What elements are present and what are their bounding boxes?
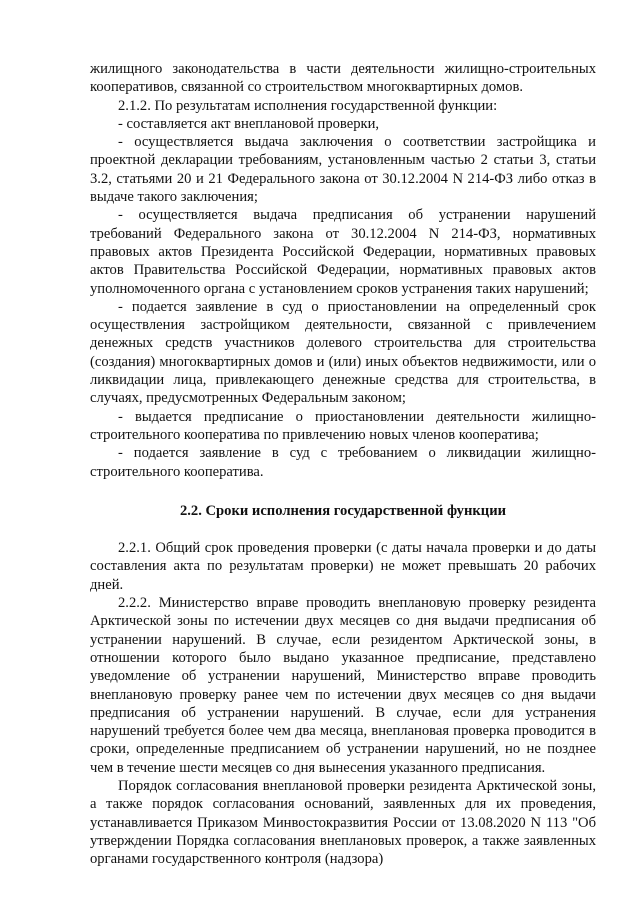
- paragraph: жилищного законодательства в части деятельности жилищно-строительных кооперативов, связанной со строительством многоквартирных домов.: [90, 61, 596, 96]
- list-item: - выдается предписание о приостановлении деятельности жилищно-строительного кооператива по привлечению новых членов кооператива;: [90, 408, 596, 443]
- document-page: [90, 60, 596, 868]
- paragraph: 2.2.2. Министерство вправе проводить внеплановую проверку резидента Арктической зоны по истечении двух месяцев со дня выдачи предписания об устранении нарушений. В случае, если резидентом Арктической зоны, в отношении которого было выдано указанное предписание, представлено уведомление об устранении нарушений, Министерство вправе проводить внеплановую проверку ранее чем по истечении двух месяцев со дня выдачи предписания об устранении нарушений. В случае, если для устранения нарушений требуется более чем два месяца, внеплановая проверка проводится в сроки, определенные предписанием об устранении нарушений, но не позднее чем в течение шести месяцев со дня вынесения указанного предписания.: [90, 595, 596, 776]
- list-item: - подается заявление в суд с требованием о ликвидации жилищно-строительного кооператива.: [90, 445, 596, 480]
- list-item: - подается заявление в суд о приостановлении на определенный срок осуществления застройщиком деятельности, связанной с привлечением денежных средств участников долевого строительства для строительства (создания) многоквартирных домов и (или) иных объектов недвижимости, или о ликвидации лица, привлекающего денежные средства для строительства, в случаях, предусмотренных Федеральным законом;: [90, 298, 596, 407]
- paragraph: 2.1.2. По результатам исполнения государственной функции:: [118, 97, 498, 114]
- paragraph: Порядок согласования внеплановой проверки резидента Арктической зоны, а также порядок согласования оснований, заявленных для их проведения, устанавливается Приказом Минвостокразвития России от 13.08.2020 N 113 "Об утверждении Порядка согласования внеплановых проверок, а также заявленных органами государственного контроля (надзора): [90, 777, 596, 868]
- list-item: - составляется акт внеплановой проверки,: [118, 115, 380, 132]
- section-heading: 2.2. Сроки исполнения государственной функции: [179, 502, 507, 519]
- paragraph: 2.2.1. Общий срок проведения проверки (с даты начала проверки и до даты составления акта по результатам проверки) не может превышать 20 рабочих дней.: [90, 540, 596, 593]
- list-item: - осуществляется выдача предписания об устранении нарушений требований Федерального закона от 30.12.2004 N 214-ФЗ, нормативных правовых актов Президента Российской Федерации, нормативных правовых актов Правительства Российской Федерации, нормативных правовых актов уполномоченного органа с установлением сроков устранения таких нарушений;: [90, 207, 596, 297]
- list-item: - осуществляется выдача заключения о соответствии застройщика и проектной декларации требованиям, установленным частью 2 статьи 3, статьи 3.2, статьями 20 и 21 Федерального закона от 30.12.2004 N 214-ФЗ либо отказ в выдаче такого заключения;: [90, 134, 596, 206]
